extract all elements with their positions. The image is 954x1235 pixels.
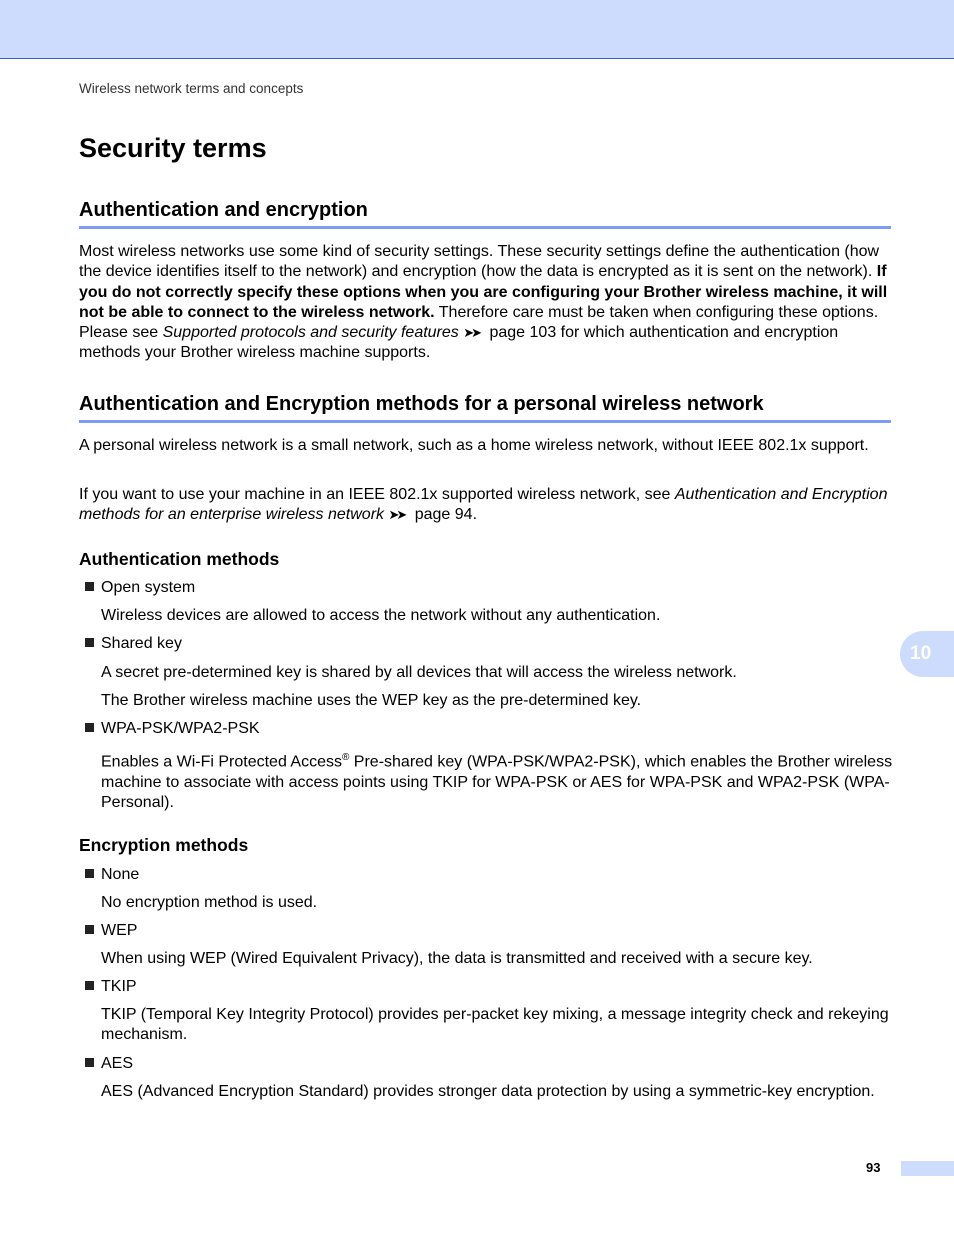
square-bullet-icon	[85, 869, 94, 878]
list-item-description: A secret pre-determined key is shared by all devices that will access the wireless network.	[101, 664, 737, 681]
list-item	[85, 634, 182, 654]
square-bullet-icon	[85, 723, 94, 732]
paragraph-text: Therefore care must be taken when configuring these options. Please see	[79, 303, 879, 342]
list-item-label: WEP	[101, 922, 138, 939]
footer-bar	[901, 1161, 954, 1176]
paragraph-text: If you want to use your machine in an IEEE 802.1x supported wireless network, see	[79, 486, 675, 503]
cross-reference-link[interactable]: Authentication and Encryption methods for an enterprise wireless network	[79, 486, 888, 524]
section-heading-personal-network: Authentication and Encryption methods for a personal wireless network	[79, 393, 891, 423]
list-item-description: The Brother wireless machine uses the WEP key as the pre-determined key.	[101, 692, 642, 709]
list-item-label: Open system	[101, 579, 196, 596]
list-item-description	[101, 748, 893, 813]
list-item	[85, 719, 260, 739]
list-item	[85, 578, 195, 598]
list-item-description: No encryption method is used.	[101, 894, 318, 911]
list-item-description: AES (Advanced Encryption Standard) provides stronger data protection by using a symmetric-key encryption.	[101, 1083, 875, 1100]
list-item-label: Shared key	[101, 635, 182, 652]
list-item-description: TKIP (Temporal Key Integrity Protocol) provides per-packet key mixing, a message integrity check and rekeying mechanism.	[101, 1006, 889, 1044]
list-item-description: Wireless devices are allowed to access the network without any authentication.	[101, 607, 661, 624]
paragraph-text: Most wireless networks use some kind of security settings. These security settings define the authentication (how the device identifies itself to the network) and encryption (how the data is encrypted as it is sent on the network).	[79, 243, 880, 281]
paragraph-text: page 94.	[410, 506, 478, 524]
section-paragraph: A personal wireless network is a small network, such as a home wireless network, without IEEE 802.1x support.	[79, 437, 869, 454]
description-text: Pre-shared key (WPA-PSK/WPA2-PSK), which enables the Brother wireless machine to associate with access points using TKIP for WPA-PSK or AES for WPA-PSK and WPA2-PSK (WPA-Personal).	[101, 753, 893, 811]
subheading-encryption-methods: Encryption methods	[79, 835, 249, 855]
square-bullet-icon	[85, 582, 94, 591]
subheading-authentication-methods: Authentication methods	[79, 549, 280, 569]
page-title: Security terms	[79, 133, 267, 163]
bold-warning-text: If you do not correctly specify these options when you are configuring your Brother wireless machine, it will not be able to connect to the wireless network.	[79, 263, 888, 321]
list-item-label: WPA-PSK/WPA2-PSK	[101, 720, 260, 737]
double-arrow-icon: ➤➤	[388, 507, 405, 523]
header-band	[0, 0, 954, 59]
double-arrow-icon: ➤➤	[463, 325, 480, 341]
square-bullet-icon	[85, 1058, 94, 1067]
chapter-tab[interactable]: 10	[900, 631, 954, 677]
square-bullet-icon	[85, 981, 94, 990]
registered-mark: ®	[341, 752, 350, 763]
page-number: 93	[866, 1160, 881, 1175]
list-item	[85, 1054, 133, 1074]
section-heading-authentication-encryption: Authentication and encryption	[79, 199, 891, 229]
section-paragraph	[79, 242, 891, 364]
breadcrumb: Wireless network terms and concepts	[79, 81, 304, 96]
list-item-label: None	[101, 866, 140, 883]
list-item-description: When using WEP (Wired Equivalent Privacy), the data is transmitted and received with a secure key.	[101, 950, 813, 967]
list-item	[85, 865, 139, 885]
square-bullet-icon	[85, 638, 94, 647]
list-item	[85, 977, 137, 997]
section-paragraph	[79, 485, 891, 526]
paragraph-text: page 103 for which authentication and encryption methods your Brother wireless machine supports.	[79, 324, 839, 362]
cross-reference-link[interactable]: Supported protocols and security features	[162, 324, 459, 342]
description-text: Enables a Wi-Fi Protected Access	[101, 753, 342, 771]
list-item-label: TKIP	[101, 978, 137, 995]
list-item	[85, 921, 137, 941]
list-item-label: AES	[101, 1055, 134, 1072]
square-bullet-icon	[85, 925, 94, 934]
